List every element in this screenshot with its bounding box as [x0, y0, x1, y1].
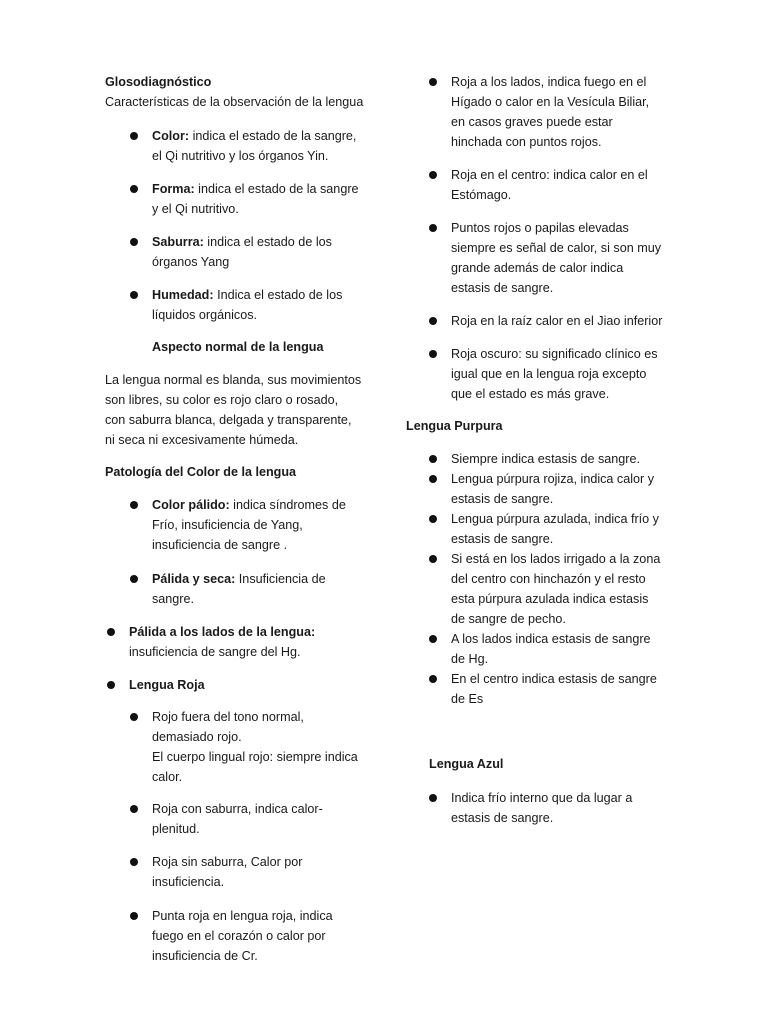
item-text: Roja oscuro: su significado clínico es: [451, 347, 658, 361]
bullet-icon: [130, 912, 138, 920]
item-text: Frío, insuficiencia de Yang,: [152, 518, 303, 532]
item-text: igual que en la lengua roja excepto: [451, 367, 647, 381]
normal-paragraph: [105, 370, 361, 450]
item-label: Color pálido:: [152, 498, 230, 512]
item-text: líquidos orgánicos.: [152, 308, 258, 322]
item-text: Rojo fuera del tono normal,: [152, 710, 304, 724]
bullet-icon: [429, 350, 437, 358]
item-text: Lengua púrpura rojiza, indica calor y: [451, 472, 655, 486]
paragraph-line: ni seca ni excesivamente húmeda.: [105, 433, 299, 447]
item-text: que el estado es más grave.: [451, 387, 610, 401]
item-text: esta púrpura azulada indica estasis: [451, 592, 649, 606]
paragraph-line: con saburra blanca, delgada y transparente,: [105, 413, 352, 427]
section-heading-purpura: Lengua Purpura: [406, 419, 503, 433]
item-label: Pálida a los lados de la lengua:: [129, 625, 316, 639]
item-label: Forma:: [152, 182, 195, 196]
bullet-icon: [429, 794, 437, 802]
bullet-icon: [130, 713, 138, 721]
item-text: insuficiencia de sangre .: [152, 538, 288, 552]
item-text: estasis de sangre.: [451, 811, 554, 825]
bullet-icon: [107, 628, 115, 636]
item-text: Indica el estado de los: [213, 288, 343, 302]
bullet-icon: [130, 501, 138, 509]
bullet-icon: [130, 575, 138, 583]
item-text: de sangre de pecho.: [451, 612, 566, 626]
item-text: calor.: [152, 770, 183, 784]
section-heading-roja: Lengua Roja: [129, 678, 205, 692]
item-text: siempre es señal de calor, si son muy: [451, 241, 661, 255]
item-text: grande además de calor indica: [451, 261, 624, 275]
item-text: insuficiencia de sangre del Hg.: [129, 645, 301, 659]
item-text: Insuficiencia de: [235, 572, 326, 586]
item-label: Color:: [152, 129, 190, 143]
item-label: Saburra:: [152, 235, 204, 249]
item-text: Indica frío interno que da lugar a: [451, 791, 633, 805]
bullet-icon: [429, 317, 437, 325]
section-heading-normal: Aspecto normal de la lengua: [152, 340, 324, 354]
item-label: Humedad:: [152, 288, 214, 302]
item-label: Pálida y seca:: [152, 572, 236, 586]
section-heading-azul: Lengua Azul: [429, 757, 504, 771]
bullet-icon: [130, 805, 138, 813]
item-text: Punta roja en lengua roja, indica: [152, 909, 333, 923]
item-text: Estómago.: [451, 188, 512, 202]
item-text: de Es: [451, 692, 484, 706]
item-text: estasis de sangre.: [451, 281, 554, 295]
item-text: Roja con saburra, indica calor-: [152, 802, 323, 816]
item-text: Roja en la raíz calor en el Jiao inferior: [451, 314, 663, 328]
item-text: el Qi nutritivo y los órganos Yin.: [152, 149, 329, 163]
item-text: del centro con hinchazón y el resto: [451, 572, 646, 586]
item-text: en casos graves puede estar: [451, 115, 613, 129]
item-text: Hígado o calor en la Vesícula Biliar,: [451, 95, 650, 109]
item-text: estasis de sangre.: [451, 492, 554, 506]
paragraph-line: son libres, su color es rojo claro o rosado,: [105, 393, 339, 407]
item-text: Siempre indica estasis de sangre.: [451, 452, 641, 466]
bullet-icon: [130, 858, 138, 866]
bullet-icon: [429, 455, 437, 463]
item-text: Puntos rojos o papilas elevadas: [451, 221, 629, 235]
section-heading-patologia: Patología del Color de la lengua: [105, 465, 297, 479]
item-text: En el centro indica estasis de sangre: [451, 672, 657, 686]
item-text: A los lados indica estasis de sangre: [451, 632, 651, 646]
bullet-icon: [130, 185, 138, 193]
bullet-icon: [429, 515, 437, 523]
bullet-icon: [130, 238, 138, 246]
bullet-icon: [429, 171, 437, 179]
item-text: demasiado rojo.: [152, 730, 242, 744]
item-text: fuego en el corazón o calor por: [152, 929, 326, 943]
item-text: de Hg.: [451, 652, 489, 666]
bullet-icon: [130, 291, 138, 299]
item-text: insuficiencia de Cr.: [152, 949, 258, 963]
item-text: plenitud.: [152, 822, 200, 836]
item-text: y el Qi nutritivo.: [152, 202, 239, 216]
item-text: El cuerpo lingual rojo: siempre indica: [152, 750, 358, 764]
document-subtitle: Características de la observación de la lengua: [105, 95, 364, 109]
bullet-icon: [429, 555, 437, 563]
document-title: Glosodiagnóstico: [105, 75, 212, 89]
item-text: indica el estado de la sangre,: [189, 129, 357, 143]
paragraph-line: La lengua normal es blanda, sus movimientos: [105, 373, 362, 387]
item-text: Roja en el centro: indica calor en el: [451, 168, 648, 182]
bullet-icon: [429, 635, 437, 643]
bullet-icon: [429, 675, 437, 683]
bullet-icon: [107, 681, 115, 689]
bullet-icon: [429, 224, 437, 232]
bullet-icon: [130, 132, 138, 140]
item-text: órganos Yang: [152, 255, 230, 269]
item-text: sangre.: [152, 592, 195, 606]
item-text: indica el estado de los: [203, 235, 332, 249]
item-text: indica síndromes de: [229, 498, 346, 512]
bullet-icon: [429, 475, 437, 483]
item-text: Lengua púrpura azulada, indica frío y: [451, 512, 659, 526]
item-text: indica el estado de la sangre: [194, 182, 359, 196]
item-text: hinchada con puntos rojos.: [451, 135, 602, 149]
bullet-icon: [429, 78, 437, 86]
item-text: estasis de sangre.: [451, 532, 554, 546]
item-text: insuficiencia.: [152, 875, 225, 889]
item-text: Si está en los lados irrigado a la zona: [451, 552, 661, 566]
item-text: Roja sin saburra, Calor por: [152, 855, 303, 869]
item-text: Roja a los lados, indica fuego en el: [451, 75, 647, 89]
